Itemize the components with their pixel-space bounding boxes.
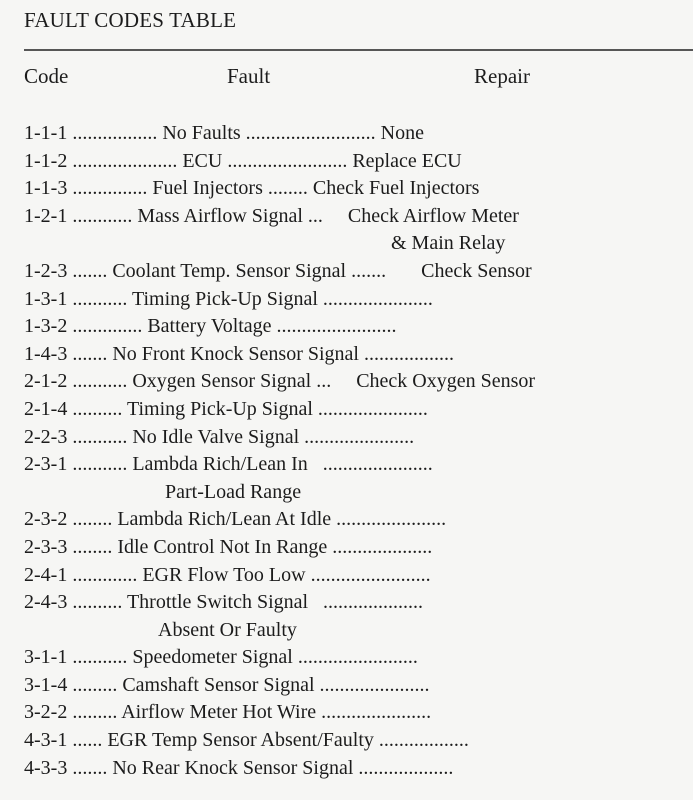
table-row — [24, 424, 693, 452]
table-row-continuation — [24, 230, 693, 258]
row-text: 3-1-4 ......... Camshaft Sensor Signal ...................... — [24, 673, 430, 696]
fault-codes-list — [24, 120, 693, 782]
table-row — [24, 534, 693, 562]
row-text: 1-2-1 ............ Mass Airflow Signal ... Check Airflow Meter — [24, 204, 519, 227]
row-text: 2-3-2 ........ Lambda Rich/Lean At Idle ...................... — [24, 508, 447, 531]
row-text: 2-3-3 ........ Idle Control Not In Range .................... — [24, 535, 433, 558]
table-row — [24, 699, 693, 727]
continuation-text: Part-Load Range — [165, 480, 302, 503]
row-text: 1-4-3 ....... No Front Knock Sensor Signal .................. — [24, 342, 454, 365]
row-text: 2-3-1 ........... Lambda Rich/Lean In ...................... — [24, 453, 433, 476]
table-row — [24, 341, 693, 369]
table-row — [24, 589, 693, 617]
table-row — [24, 755, 693, 783]
row-text: 3-1-1 ........... Speedometer Signal ........................ — [24, 646, 418, 669]
table-row — [24, 368, 693, 396]
table-row — [24, 203, 693, 231]
row-text: 4-3-1 ...... EGR Temp Sensor Absent/Faulty .................. — [24, 729, 469, 752]
table-row — [24, 175, 693, 203]
table-row — [24, 396, 693, 424]
row-text: 1-2-3 ....... Coolant Temp. Sensor Signal ....... Check Sensor — [24, 259, 532, 282]
table-row — [24, 258, 693, 286]
table-row-continuation — [24, 479, 693, 507]
column-header-code: Code — [24, 64, 69, 88]
column-header-repair: Repair — [474, 64, 530, 88]
table-row — [24, 644, 693, 672]
row-text: 2-1-4 .......... Timing Pick-Up Signal ...................... — [24, 397, 428, 420]
table-row-continuation — [24, 617, 693, 645]
continuation-text: & Main Relay — [391, 232, 506, 255]
table-row — [24, 313, 693, 341]
title-divider — [24, 49, 693, 51]
row-text: 3-2-2 ......... Airflow Meter Hot Wire ...................... — [24, 701, 432, 724]
table-row — [24, 506, 693, 534]
row-text: 2-2-3 ........... No Idle Valve Signal ...................... — [24, 425, 415, 448]
continuation-text: Absent Or Faulty — [158, 618, 297, 641]
row-text: 2-1-2 ........... Oxygen Sensor Signal ... Check Oxygen Sensor — [24, 370, 536, 393]
table-row — [24, 120, 693, 148]
page-title: FAULT CODES TABLE — [24, 8, 237, 32]
table-row — [24, 451, 693, 479]
row-text: 1-1-2 ..................... ECU ........................ Replace ECU — [24, 149, 462, 172]
table-row — [24, 727, 693, 755]
row-text: 4-3-3 ....... No Rear Knock Sensor Signal ................... — [24, 756, 454, 779]
row-text: 1-1-1 ................. No Faults .......................... None — [24, 122, 424, 144]
table-row — [24, 562, 693, 590]
row-text: 2-4-1 ............. EGR Flow Too Low ........................ — [24, 563, 431, 586]
row-text: 1-3-2 .............. Battery Voltage ........................ — [24, 315, 397, 338]
row-text: 2-4-3 .......... Throttle Switch Signal .................... — [24, 591, 424, 614]
row-text: 1-1-3 ............... Fuel Injectors ........ Check Fuel Injectors — [24, 177, 480, 200]
table-row — [24, 148, 693, 176]
row-text: 1-3-1 ........... Timing Pick-Up Signal ...................... — [24, 287, 433, 310]
table-row — [24, 286, 693, 314]
column-header-fault: Fault — [227, 64, 271, 88]
table-row — [24, 672, 693, 700]
